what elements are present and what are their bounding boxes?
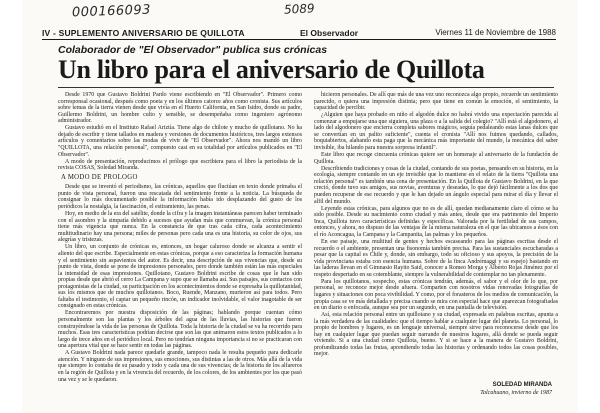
article-paragraph: A Gustavo Boldrini nada parece quedarle grande, tampoco nada le resulta pequeño para dedicarle atención. Y ninguno de sus impresiones, sus emociones, sus distintas a las de otros. Más allá de la vida que siempre lo contaba de su pasado y todo y cada una de sus vivencias; de la historia de los alfareros en la región de Quillota y en la vivencia del recuerdo, de los colores, de los ambientes por los que pasó una vez y se le quedaron. bbox=[58, 350, 302, 383]
article-paragraph: Gustavo estudió en el Instituto Rafael Ariztía. Tiene algo de chilote y mucho de quillotano. No ha dejado de escribir y tiene tallados en madera y versiones de documentos históricos, tres largos extensos artículos y comentarios sobre las modas de vivir de "El Observador". Ahora nos mandó un libro "QUILLOTA, una relación personal", compuesto casi en su totalidad por artículos publicados en "El Observador". bbox=[58, 125, 302, 158]
article-paragraph: ¿Alguien que haya probado en niño el algodón dulce no habrá vivido una expectación parecida al comenzar a empujarse una que siguiera, una plaza o a la salida del colegio? "Allí está el algodonero, al lado del algodonero que encierra completa sabores mágicos, seguía pedaleando estas lanas dulces que se convertían en un palito suficiente", cuenta el cronista "Allí nos fuimos quedando, callados, boquiabiertos, alabando esta paga que la mecánica más importante del mundo, la mecánica del saber invisible, iba hilando para nuestra sorpresa infantil". bbox=[314, 112, 558, 151]
article-paragraph: En ese paisaje, una multitud de gentes y hechos escaseando para las páginas escritas desde el recuerdo o el ambiente, presentan una fisonomía también precisa. Para las sustanciales escucharadas a pesar que la capital es Chile y, donde, sin embargo, todo su oficioso y sus apoyos, la precisión de la vida provinciana estaba con esencia humana. Sobre de la finca Andrémaggi y su espejo) bastando en las laderas llevan en el Gimnasio Rayito Said, conocer a Romeo Morga y Alberto Rojas Jiménez por el respeto despertado en su cotemblante, siempre la vulnerabilidad de contemplar no tan plenamente. bbox=[314, 239, 558, 278]
article-paragraph: Describiendo tradiciones y cosas de la ciudad, contando de sus poetas, pensando en su historia, en la ecología, siempre contando en un eje invisible que lo mantiene en el relato de la tierra "Quillota una relación personal" es también una cena de presentación. En la Quillota de Gustavo Boldrini, en la que creció, donde tuvo sus amigos, sus novias, aventuras y deseadas, lo que dejó fácilmente a los dos que pueden recuperar de ese recuerdo y que le han dejado un ángulo especial para mirar el día y llevar el alfil del mundo. bbox=[314, 165, 558, 205]
section-subheading: A MODO DE PROLOGO bbox=[61, 173, 138, 181]
article-paragraph: Así, esta relación personal entre un quillotano y su ciudad, expresada en palabras escritas, apunta a la más verdadera de las cualidades: que el tiempo hablar a cualquier lugar del planeta. Lo personal, lo propio de hombres y lugares, es un lenguaje universal, siempre sirve para reconocerse desde que los hay en cualquier lugar que puedan seguir narrando de nuestros lugares, allá donde se pueda seguir viviendo. Si a una ciudad como Quillota, bueno. Y si se hace a la manera de Gustavo Boldrini, profundizando todas las frutas, aprendiendo todas las historias y ordenando todos las cosas posibles, mejor. bbox=[314, 312, 558, 358]
article-paragraph: hicieron personales. De allí que más de una vez uno reconozca algo propio, recuerde un sentimiento parecido, o quiera una impresión distinta; pero que tiene en común la emoción, el sentimiento, la capacidad de percibir. bbox=[314, 92, 558, 112]
article-headline: Un libro para el aniversario de Quillota bbox=[58, 55, 485, 84]
article-paragraph: Hoy, en medio de la era del satélite, donde la cifra y la imagen instantáneas parecen haber terminado con el asombro y la simpatía debido a sucesos que ayudan más que conmuevan, la crónica personal tiene más vigencia que nunca. En la constancia de que tras cada cifra, cada acontecimiento multitudinario hay una persona; miles de personas pero cada una es una historia, su color de ojos, sus alegrías y tristezas. bbox=[58, 211, 302, 244]
article-paragraph: Desde que se inventó el periodismo, las crónicas, aquellos que fluctúan en texto donde primaba el punto de vista personal, fueron una rescatada del sentimiento frente a la noticia. La búsqueda de consignar lo más documentado posible la información había ido desplazando del gusto de los periódicos la nostalgia, la fascinación, el estiramiento, las penas. bbox=[58, 184, 302, 210]
article-paragraph: Encontraremos por nuestra disposición de las páginas; hablando porque cuentan cómo personalmente son las plantas y los árboles del agua de las lluvias, las historias que fueron construyéndose la vida de las personas de Quillota. Toda la historia de la ciudad se va ha recorrido para muchos. Esas tres características podrían decirse que son las que animaron estos textos publicados a lo largo de trece años en el periódico local. Pero no tendrían ninguna importancia si no se practicaran con una apertura vital que se hace sentir en todas las páginas. bbox=[58, 310, 302, 350]
signature-name: SOLEDAD MIRANDA bbox=[492, 382, 552, 388]
article-paragraph: Un libro, un conjunto de crónicas es, entonces, un hogar caluroso donde se alcanza a sentir el aliento del que escribe. Especialmente en estas crónicas, porque a eso caracteriza la formación humana y el sentimiento sin aspavientos del autor. Es decir, una descripción de sus vivencias que, desde su punto de vista, donde se pone de impresiones personales, pero donde también están las más especiales la intensidad de esas impresiones. Quillotano, Gustavo Boldrini escribe de cosas que le han sido propias desde que abrió el cerro La Campana y supo que se llamaba así. Sus paisajes, sus contactos con protagonistas de la ciudad, su participación en los acontecimientos donde se expresaba la quillotanidad, sus los mismos que de muchos quillotanos. Boco, Ruende, Manzano, murieron así para todos. Pero faltaba el testimonio, el captar un pequeño rincón, un indicador inolvidable, el valor inagotable de ser consignado en estas crónicas. bbox=[58, 244, 302, 310]
article-paragraph: Leyendo estas crónicas, para algunos que no es de allí, quedan medianamente claro el cómo se ha sido posible. Desde su nacimiento como ciudad y más antes, desde que era patrimonio del Imperio Inca, Quillota tuvo características definidas y específicas. Valorada por la fertilidad de sus campos, entonces, y ahora, no dispuso de las ventajas de la misma naturaleza en el que las ubicamos a ésos con el río Aconcagua, la Campana y la Campanita, las palmas y los pequeños. bbox=[314, 205, 558, 238]
headline-rule bbox=[58, 87, 554, 88]
handwritten-number: 5089 bbox=[283, 1, 315, 17]
header-rule bbox=[42, 39, 556, 40]
article-paragraph: A modo de presentación, reproducimos el prólogo que escribiera para el libro la periodista de la revista COSAS, Soledad Miranda. bbox=[58, 158, 302, 172]
article-paragraph: Este libro que recoge cincuenta crónicas quiere ser un homenaje al aniversario de la fundación de Quillota. bbox=[314, 152, 558, 165]
section-title: IV - SUPLEMENTO ANIVERSARIO DE QUILLOTA bbox=[42, 28, 245, 38]
article-paragraph: Para los quillotanos, sospecho, estas crónicas tendrán, además, el sabor y el olor de lo que, por personal, se reconoce mejor desde afuera. Comparten con nosotros vidas renovadas fotografías de lugares y situaciones con poca vivibilidad. Y como, por el forasteros de los medios de comunicación, la propia casa se ve más detallada y precisa cuando se mira con especial hace que aparezcan fotografiadas en un diario o enfocada, aunque sea por un segundo, en una pantalla de televisión. bbox=[314, 278, 558, 312]
handwritten-code: 000166093 bbox=[71, 2, 152, 21]
page-header bbox=[42, 28, 556, 40]
article-kicker: Colaborador de "El Observador" publica sus crónicas bbox=[58, 44, 328, 56]
article-column-left bbox=[58, 92, 302, 384]
paper-name: El Observador bbox=[300, 28, 359, 38]
signature-place: Talcahuano, invierno de 1987 bbox=[480, 390, 552, 396]
article-paragraph: Desde 1970 que Gustavo Boldrini Pardo viene escribiendo en "El Observador". Primero como corresponsal ocasional, después como poeta y en los últimos catorce años como cronista. Sus artículos sobre temas de la tierra vienen desde que vivía en el Huerto California, en San Isidro, donde su padre, Guillermo Boldrini, un hombre culto y sensible, se desempeñaba como ingeniero agrónomo administrador. bbox=[58, 92, 302, 125]
article-column-right bbox=[314, 92, 558, 359]
issue-date: Viernes 11 de Noviembre de 1988 bbox=[435, 28, 556, 37]
